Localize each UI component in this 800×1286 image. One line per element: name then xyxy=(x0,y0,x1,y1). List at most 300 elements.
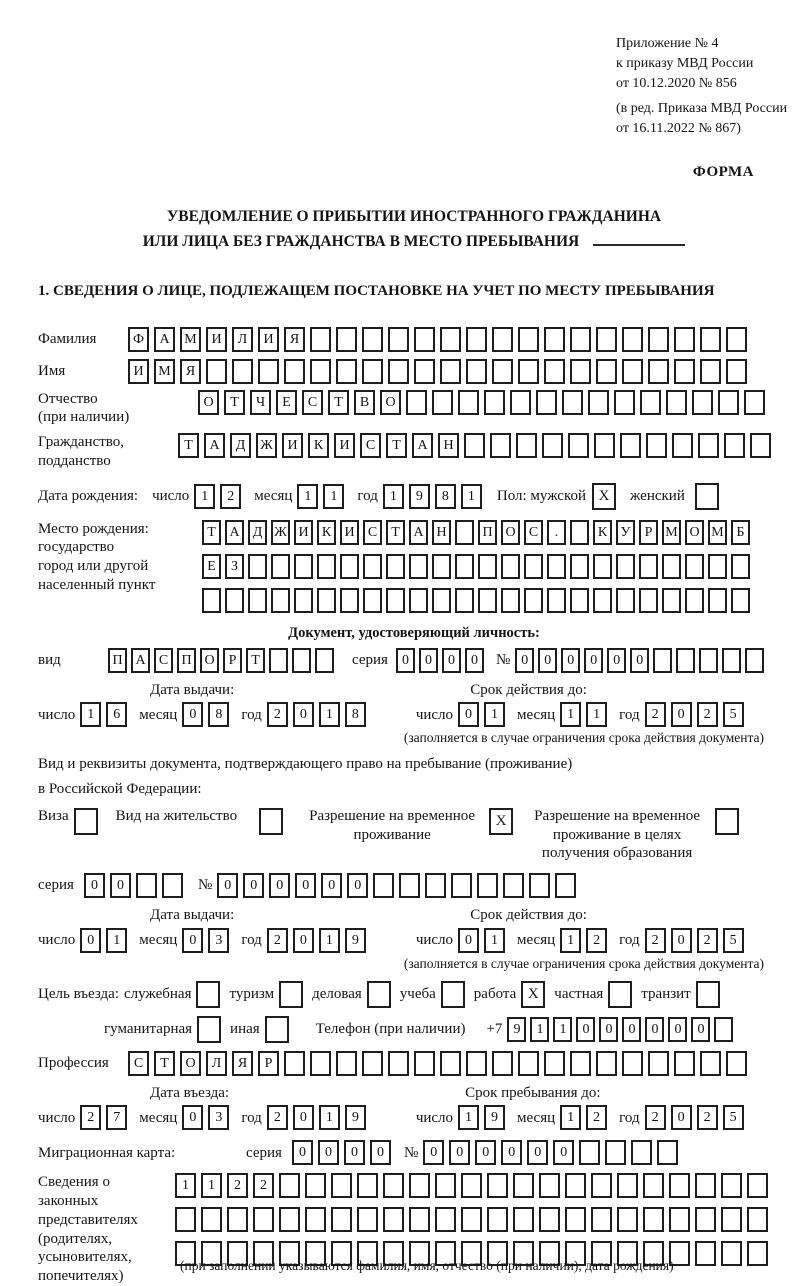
char-cell xyxy=(591,1173,612,1198)
firstname-label: Имя xyxy=(38,362,66,379)
purpose-tourism-checkbox xyxy=(279,981,303,1008)
migration-number-label: № xyxy=(403,1144,419,1161)
month-label: месяц xyxy=(254,487,293,504)
year-label: год xyxy=(241,1109,262,1126)
expiry-date-caption: Срок действия до: xyxy=(470,681,587,698)
birthplace-row3-cells xyxy=(202,588,754,613)
female-checkbox xyxy=(695,483,719,510)
char-cell xyxy=(455,588,474,613)
char-cell xyxy=(478,588,497,613)
char-cell: 0 xyxy=(423,1140,444,1165)
char-cell xyxy=(435,1207,456,1232)
residence-doc-series-row xyxy=(38,873,790,898)
char-cell: 0 xyxy=(449,1140,470,1165)
migration-series-cells xyxy=(292,1140,396,1165)
birthplace-row2-cells xyxy=(202,554,754,579)
char-cell xyxy=(414,327,435,352)
char-cell xyxy=(490,433,511,458)
permit-issue-year-cells xyxy=(267,928,371,953)
issue-day-cells xyxy=(80,702,132,727)
char-cell: У xyxy=(616,520,635,545)
char-cell xyxy=(544,1051,565,1076)
char-cell: 1 xyxy=(458,1105,479,1130)
char-cell xyxy=(484,390,505,415)
char-cell: 0 xyxy=(347,873,368,898)
char-cell xyxy=(698,433,719,458)
expiry-year-cells xyxy=(645,702,749,727)
char-cell xyxy=(539,1173,560,1198)
char-cell xyxy=(383,1207,404,1232)
char-cell xyxy=(503,873,524,898)
identity-doc-dates xyxy=(38,702,790,727)
migration-card-label: Миграционная карта: xyxy=(38,1144,176,1161)
char-cell: К xyxy=(308,433,329,458)
profession-cells xyxy=(128,1051,752,1076)
char-cell xyxy=(225,588,244,613)
char-cell xyxy=(501,554,520,579)
char-cell xyxy=(461,1207,482,1232)
char-cell xyxy=(362,359,383,384)
char-cell xyxy=(669,1207,690,1232)
annex-reference xyxy=(616,34,790,139)
char-cell xyxy=(373,873,394,898)
representatives-label: Сведения о законных представителях (родителях, усыновителях, попечителях) xyxy=(38,1174,138,1285)
char-cell: 0 xyxy=(691,1017,710,1042)
option-temp-residence-education: Разрешение на временное проживание в целях получения образования xyxy=(527,807,739,863)
birthplace-field xyxy=(38,520,790,622)
char-cell: Р xyxy=(258,1051,279,1076)
char-cell: 0 xyxy=(396,648,415,673)
char-cell: 0 xyxy=(293,1105,314,1130)
char-cell xyxy=(513,1173,534,1198)
char-cell xyxy=(622,327,643,352)
char-cell: 1 xyxy=(194,484,215,509)
char-cell xyxy=(524,554,543,579)
char-cell: 1 xyxy=(484,928,505,953)
option-temp-residence: Разрешение на временное проживание X xyxy=(303,807,513,845)
char-cell: 0 xyxy=(370,1140,391,1165)
issue-date-caption: Дата выдачи: xyxy=(150,907,235,923)
char-cell: В xyxy=(354,390,375,415)
char-cell xyxy=(631,1140,652,1165)
residence-doc-intro1: Вид и реквизиты документа, подтверждающего право на пребывание (проживание) xyxy=(38,756,573,773)
char-cell xyxy=(464,433,485,458)
char-cell xyxy=(310,327,331,352)
char-cell: О xyxy=(685,520,704,545)
char-cell: И xyxy=(282,433,303,458)
char-cell xyxy=(643,1173,664,1198)
doc-series-cells xyxy=(396,648,488,673)
char-cell: 0 xyxy=(630,648,649,673)
char-cell: 2 xyxy=(645,702,666,727)
char-cell: 0 xyxy=(458,702,479,727)
char-cell: 0 xyxy=(442,648,461,673)
char-cell: 0 xyxy=(321,873,342,898)
month-label: месяц xyxy=(139,931,178,948)
permit-expiry-year-cells xyxy=(645,928,749,953)
birthplace-row1-cells xyxy=(202,520,754,545)
char-cell xyxy=(695,1173,716,1198)
char-cell xyxy=(640,390,661,415)
char-cell: О xyxy=(380,390,401,415)
char-cell xyxy=(596,327,617,352)
char-cell xyxy=(258,359,279,384)
month-label: месяц xyxy=(517,931,556,948)
char-cell xyxy=(227,1207,248,1232)
char-cell xyxy=(562,390,583,415)
char-cell: 2 xyxy=(645,1105,666,1130)
char-cell: 2 xyxy=(697,928,718,953)
char-cell xyxy=(726,359,747,384)
day-label: число xyxy=(152,487,190,504)
form-title-line1: УВЕДОМЛЕНИЕ О ПРИБЫТИИ ИНОСТРАННОГО ГРАЖДАНИНА xyxy=(166,207,662,225)
char-cell xyxy=(747,1173,768,1198)
char-cell xyxy=(362,1051,383,1076)
residence-doc-options xyxy=(38,807,790,863)
visit-purpose-row1: Цель въезда: служебная туризм деловая учеба работа X частная транзит xyxy=(38,981,790,1008)
char-cell: 0 xyxy=(671,928,692,953)
char-cell xyxy=(657,1140,678,1165)
char-cell: 9 xyxy=(345,1105,366,1130)
char-cell: И xyxy=(334,433,355,458)
birth-day-cells xyxy=(194,484,246,509)
entry-date-caption: Дата въезда: xyxy=(150,1084,230,1101)
visa-checkbox xyxy=(74,808,98,835)
char-cell: И xyxy=(258,327,279,352)
migration-series-label: серия xyxy=(246,1144,282,1161)
char-cell xyxy=(744,390,765,415)
visit-purpose-row2: гуманитарная иная Телефон (при наличии) +7 9 1 1 0 0 0 0 0 0 xyxy=(38,1016,790,1043)
char-cell xyxy=(570,520,589,545)
char-cell xyxy=(477,873,498,898)
char-cell xyxy=(596,1051,617,1076)
char-cell: О xyxy=(198,390,219,415)
char-cell xyxy=(646,433,667,458)
birthdate-label: Дата рождения: xyxy=(38,487,139,504)
char-cell xyxy=(570,359,591,384)
char-cell xyxy=(357,1207,378,1232)
char-cell: Р xyxy=(223,648,242,673)
char-cell: 0 xyxy=(110,873,131,898)
temp-residence-checkbox: X xyxy=(489,808,513,835)
char-cell: К xyxy=(593,520,612,545)
char-cell xyxy=(292,648,311,673)
char-cell: 0 xyxy=(84,873,105,898)
char-cell xyxy=(432,390,453,415)
char-cell xyxy=(622,359,643,384)
char-cell: 1 xyxy=(80,702,101,727)
char-cell xyxy=(294,588,313,613)
form-title-line2: ИЛИ ЛИЦА БЕЗ ГРАЖДАНСТВА В МЕСТО ПРЕБЫВАНИЯ xyxy=(38,229,790,254)
char-cell xyxy=(731,554,750,579)
char-cell: 2 xyxy=(697,702,718,727)
char-cell xyxy=(747,1207,768,1232)
char-cell: 1 xyxy=(560,928,581,953)
profession-label: Профессия xyxy=(38,1054,109,1071)
migration-card-row xyxy=(38,1140,790,1165)
char-cell xyxy=(253,1207,274,1232)
char-cell xyxy=(310,359,331,384)
char-cell xyxy=(544,359,565,384)
char-cell xyxy=(648,359,669,384)
char-cell: А xyxy=(204,433,225,458)
char-cell xyxy=(594,433,615,458)
char-cell: О xyxy=(180,1051,201,1076)
day-label: число xyxy=(38,931,76,948)
char-cell: 1 xyxy=(484,702,505,727)
char-cell: 1 xyxy=(461,484,482,509)
char-cell xyxy=(617,1207,638,1232)
char-cell: 9 xyxy=(345,928,366,953)
char-cell xyxy=(708,588,727,613)
permit-expiry-month-cells xyxy=(560,928,612,953)
char-cell xyxy=(700,359,721,384)
char-cell: А xyxy=(225,520,244,545)
char-cell: 1 xyxy=(560,1105,581,1130)
char-cell xyxy=(305,1207,326,1232)
char-cell: 9 xyxy=(507,1017,526,1042)
char-cell xyxy=(492,327,513,352)
char-cell: 8 xyxy=(345,702,366,727)
char-cell xyxy=(596,359,617,384)
surname-field xyxy=(38,327,790,352)
char-cell: 6 xyxy=(106,702,127,727)
char-cell xyxy=(662,554,681,579)
char-cell xyxy=(478,554,497,579)
char-cell xyxy=(362,327,383,352)
char-cell xyxy=(593,588,612,613)
char-cell: 0 xyxy=(217,873,238,898)
permit-series-cells xyxy=(84,873,188,898)
char-cell: Л xyxy=(206,1051,227,1076)
char-cell: 0 xyxy=(344,1140,365,1165)
char-cell xyxy=(305,1173,326,1198)
char-cell xyxy=(432,588,451,613)
issue-year-cells xyxy=(267,702,371,727)
char-cell: 0 xyxy=(182,702,203,727)
char-cell xyxy=(676,648,695,673)
char-cell: 1 xyxy=(106,928,127,953)
char-cell: И xyxy=(294,520,313,545)
char-cell xyxy=(622,1051,643,1076)
representatives-row1-cells xyxy=(175,1173,773,1198)
char-cell xyxy=(648,327,669,352)
char-cell xyxy=(616,588,635,613)
char-cell: Я xyxy=(180,359,201,384)
char-cell xyxy=(317,588,336,613)
title-underline xyxy=(593,243,685,246)
char-cell xyxy=(570,554,589,579)
identity-doc-row xyxy=(38,648,790,673)
annex-line: к приказу МВД России xyxy=(616,56,754,71)
char-cell xyxy=(440,1051,461,1076)
char-cell: 2 xyxy=(220,484,241,509)
patronymic-cells xyxy=(198,390,770,415)
char-cell: 0 xyxy=(607,648,626,673)
char-cell: 0 xyxy=(671,1105,692,1130)
day-label: число xyxy=(415,706,454,723)
char-cell xyxy=(269,648,288,673)
annex-line: Приложение № 4 xyxy=(616,36,719,51)
char-cell: 8 xyxy=(208,702,229,727)
char-cell: 2 xyxy=(645,928,666,953)
char-cell: Т xyxy=(224,390,245,415)
char-cell xyxy=(425,873,446,898)
male-checkbox: X xyxy=(592,483,616,510)
char-cell: М xyxy=(154,359,175,384)
char-cell xyxy=(487,1173,508,1198)
permit-expiry-note: (заполняется в случае ограничения срока действия документа) xyxy=(403,955,764,971)
char-cell: 0 xyxy=(419,648,438,673)
char-cell xyxy=(340,554,359,579)
char-cell xyxy=(718,390,739,415)
char-cell xyxy=(714,1017,733,1042)
char-cell xyxy=(617,1173,638,1198)
char-cell xyxy=(317,554,336,579)
expiry-date-caption: Срок действия до: xyxy=(470,907,587,923)
char-cell: 0 xyxy=(243,873,264,898)
residence-permit-checkbox xyxy=(259,808,283,835)
char-cell: 0 xyxy=(576,1017,595,1042)
char-cell: А xyxy=(154,327,175,352)
purpose-work-checkbox: X xyxy=(521,981,545,1008)
char-cell xyxy=(331,1173,352,1198)
identity-doc-heading: Документ, удостоверяющий личность: xyxy=(288,624,540,641)
char-cell xyxy=(409,588,428,613)
char-cell: 0 xyxy=(584,648,603,673)
surname-cells xyxy=(128,327,752,352)
char-cell xyxy=(363,588,382,613)
purpose-other-checkbox xyxy=(265,1016,289,1043)
char-cell xyxy=(518,359,539,384)
char-cell xyxy=(620,433,641,458)
day-label: число xyxy=(38,706,76,723)
char-cell: 2 xyxy=(586,1105,607,1130)
doc-type-label: вид xyxy=(38,651,61,668)
char-cell: Д xyxy=(248,520,267,545)
char-cell xyxy=(388,327,409,352)
char-cell xyxy=(363,554,382,579)
char-cell: Т xyxy=(202,520,221,545)
char-cell: 2 xyxy=(267,1105,288,1130)
char-cell: 0 xyxy=(538,648,557,673)
char-cell xyxy=(721,1241,742,1266)
char-cell: П xyxy=(478,520,497,545)
char-cell: 0 xyxy=(501,1140,522,1165)
char-cell: . xyxy=(547,520,566,545)
citizenship-field xyxy=(38,433,790,471)
char-cell xyxy=(501,588,520,613)
char-cell xyxy=(708,554,727,579)
char-cell xyxy=(271,554,290,579)
char-cell xyxy=(432,554,451,579)
temp-residence-education-checkbox xyxy=(715,808,739,835)
patronymic-label: Отчество (при наличии) xyxy=(38,390,130,426)
char-cell xyxy=(721,1207,742,1232)
char-cell xyxy=(336,327,357,352)
char-cell: Ж xyxy=(256,433,277,458)
char-cell xyxy=(539,1207,560,1232)
char-cell xyxy=(414,1051,435,1076)
char-cell xyxy=(648,1051,669,1076)
char-cell: 3 xyxy=(208,1105,229,1130)
char-cell: Р xyxy=(639,520,658,545)
char-cell: З xyxy=(225,554,244,579)
char-cell: 2 xyxy=(697,1105,718,1130)
char-cell: С xyxy=(154,648,173,673)
char-cell xyxy=(674,1051,695,1076)
char-cell xyxy=(555,873,576,898)
char-cell xyxy=(643,1207,664,1232)
char-cell xyxy=(529,873,550,898)
char-cell xyxy=(492,359,513,384)
residence-doc-date-captions xyxy=(38,906,790,925)
char-cell: 1 xyxy=(383,484,404,509)
char-cell xyxy=(440,359,461,384)
char-cell: 0 xyxy=(561,648,580,673)
char-cell: 0 xyxy=(269,873,290,898)
citizenship-label: Гражданство, подданство xyxy=(38,434,125,469)
char-cell: М xyxy=(180,327,201,352)
char-cell: Е xyxy=(202,554,221,579)
char-cell xyxy=(284,1051,305,1076)
char-cell: Ф xyxy=(128,327,149,352)
day-label: число xyxy=(38,1109,76,1126)
purpose-label: Цель въезда: xyxy=(38,985,119,1002)
char-cell: 1 xyxy=(297,484,318,509)
entry-dates xyxy=(38,1105,790,1130)
char-cell xyxy=(614,390,635,415)
citizenship-cells xyxy=(178,433,776,458)
char-cell xyxy=(357,1173,378,1198)
char-cell: 2 xyxy=(80,1105,101,1130)
char-cell: 1 xyxy=(586,702,607,727)
char-cell xyxy=(284,359,305,384)
char-cell xyxy=(669,1173,690,1198)
patronymic-field xyxy=(38,390,790,428)
char-cell: 0 xyxy=(527,1140,548,1165)
char-cell: 2 xyxy=(253,1173,274,1198)
month-label: месяц xyxy=(139,1109,178,1126)
char-cell xyxy=(279,1207,300,1232)
permit-issue-month-cells xyxy=(182,928,234,953)
char-cell xyxy=(721,1173,742,1198)
char-cell xyxy=(524,588,543,613)
birthplace-rows xyxy=(202,520,754,622)
char-cell xyxy=(747,1241,768,1266)
doc-series-label: серия xyxy=(352,651,388,668)
entry-year-cells xyxy=(267,1105,371,1130)
birth-year-cells xyxy=(383,484,487,509)
char-cell xyxy=(206,359,227,384)
char-cell xyxy=(639,588,658,613)
char-cell: К xyxy=(317,520,336,545)
char-cell: Т xyxy=(386,520,405,545)
residence-doc-intro2: в Российской Федерации: xyxy=(38,781,202,797)
char-cell: Б xyxy=(731,520,750,545)
purpose-commercial-checkbox xyxy=(367,981,391,1008)
char-cell xyxy=(616,554,635,579)
purpose-transit-checkbox xyxy=(696,981,720,1008)
char-cell xyxy=(455,520,474,545)
char-cell xyxy=(588,390,609,415)
surname-label: Фамилия xyxy=(38,330,97,347)
year-label: год xyxy=(619,706,640,723)
char-cell xyxy=(386,588,405,613)
char-cell: 1 xyxy=(175,1173,196,1198)
char-cell xyxy=(695,1241,716,1266)
char-cell xyxy=(331,1207,352,1232)
